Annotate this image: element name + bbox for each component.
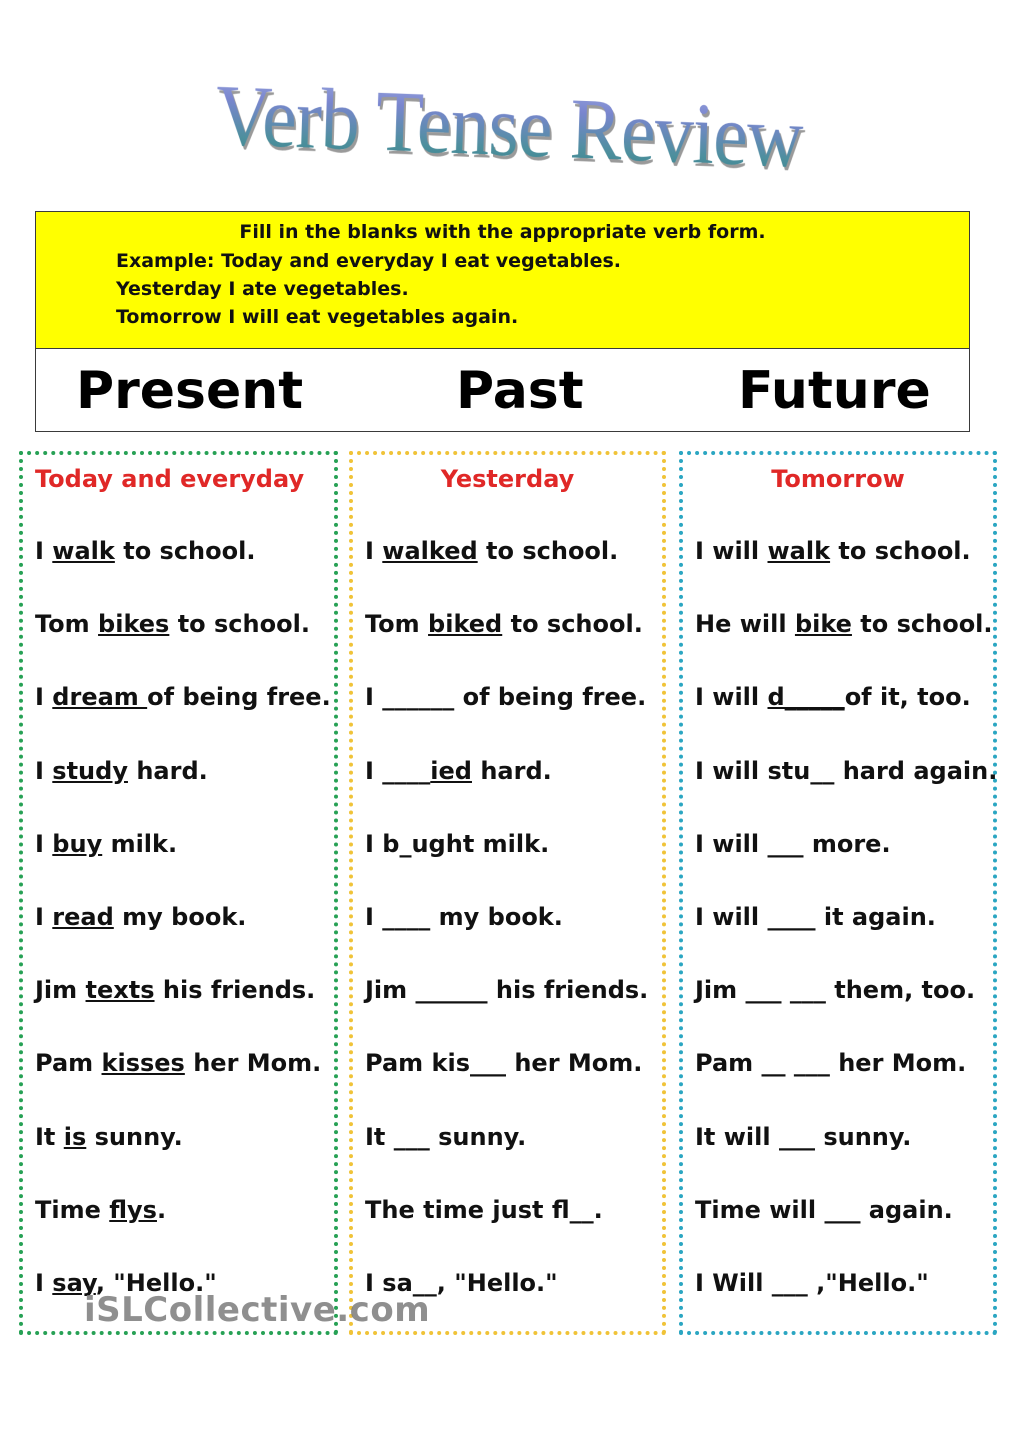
column-heading: Yesterday [440,465,575,493]
sentence-row: I buy milk. [35,829,178,858]
column-heading: Tomorrow [771,465,905,493]
sentence-row: Jim ______ his friends. [365,976,649,1005]
sentence-row: Jim texts his friends. [35,976,316,1005]
present-column [19,451,338,1335]
example-line: Example: Today and everyday I eat vegetables. [116,250,621,272]
sentence-row: I walk to school. [35,537,256,565]
sentence-row: I will ____ it again. [695,903,936,931]
sentence-row: Pam __ ___ her Mom. [695,1049,967,1078]
sentence-row: Pam kisses her Mom. [35,1049,322,1078]
sentence-row: I will stu__ hard again. [695,756,998,785]
sentence-row: I will d_____of it, too. [695,683,971,712]
sentence-row: I ______ of being free. [365,683,647,712]
example-line: Tomorrow I will eat vegetables again. [116,306,519,328]
sentence-row: I will ___ more. [695,829,891,858]
past-column [349,451,666,1335]
page-title: Verb Tense Review [0,50,1018,202]
tense-header-future: Future [738,361,931,421]
sentence-row: It is sunny. [35,1122,183,1151]
sentence-row: Jim ___ ___ them, too. [695,976,976,1005]
sentence-row: He will bike to school. [695,610,993,639]
sentence-row: I ____ my book. [365,903,563,931]
tense-header-past: Past [456,361,584,421]
sentence-row: I Will ___ ,"Hello." [695,1269,929,1297]
instructions-heading: Fill in the blanks with the appropriate verb form. [239,221,766,243]
instructions-box [35,211,970,349]
sentence-row: Time flys. [35,1195,167,1224]
column-heading: Today and everyday [35,465,305,493]
sentence-row: Pam kis___ her Mom. [365,1049,643,1078]
sentence-row: I b_ught milk. [365,829,550,858]
sentence-row: I sa__, "Hello." [365,1269,558,1297]
watermark: iSLCollective.com [84,1290,431,1330]
tense-header-box [35,349,970,432]
sentence-row: I will walk to school. [695,537,971,565]
sentence-row: I study hard. [35,756,208,785]
sentence-row: Tom biked to school. [365,610,643,639]
sentence-row: The time just fl__. [365,1195,603,1224]
sentence-row: Time will ___ again. [695,1195,953,1224]
sentence-row: I say, "Hello." [35,1269,217,1297]
sentence-row: It ___ sunny. [365,1122,527,1151]
example-line: Yesterday I ate vegetables. [116,278,409,300]
tense-header-present: Present [76,361,304,421]
sentence-row: I walked to school. [365,537,619,565]
sentence-row: Tom bikes to school. [35,610,310,639]
sentence-row: I ____ied hard. [365,756,552,785]
sentence-row: I read my book. [35,903,247,931]
sentence-row: It will ___ sunny. [695,1122,912,1151]
future-column [679,451,997,1335]
sentence-row: I dream of being free. [35,683,331,712]
